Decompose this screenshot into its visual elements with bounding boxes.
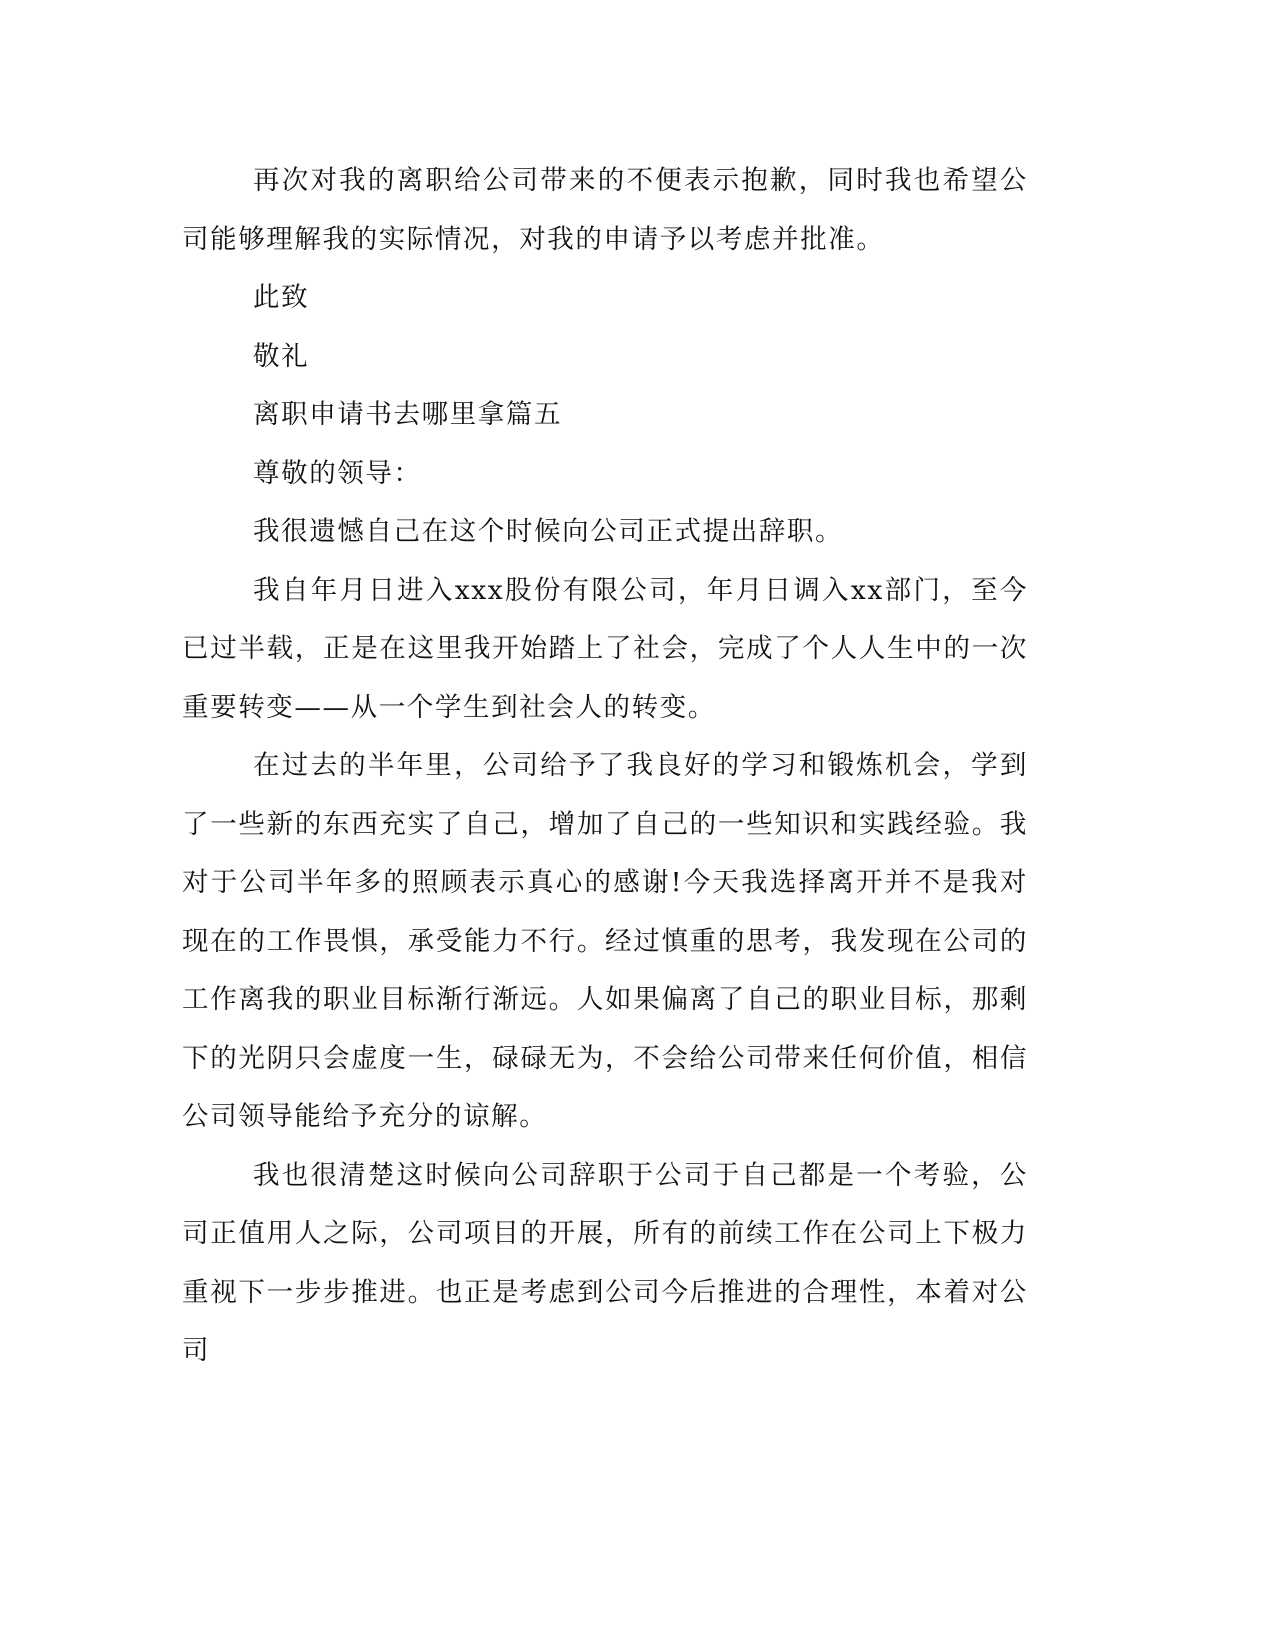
company-situation-paragraph: 我也很清楚这时候向公司辞职于公司于自己都是一个考验，公司正值用人之际，公司项目的开展，所有的前续工作在公司上下极力重视下一步步推进。也正是考虑到公司今后推进的合理性，本着对公司 <box>182 1159 1028 1366</box>
employment-history-paragraph: 我自年月日进入xxx股份有限公司，年月日调入xx部门，至今已过半载，正是在这里我开始踏上了社会，完成了个人人生中的一次重要转变——从一个学生到社会人的转变。 <box>182 574 1028 723</box>
resignation-statement: 我很遗憾自己在这个时候向公司正式提出辞职。 <box>253 516 844 547</box>
gratitude-paragraph: 在过去的半年里，公司给予了我良好的学习和锻炼机会，学到了一些新的东西充实了自己，增加了自己的一些知识和实践经验。我对于公司半年多的照顾表示真心的感谢!今天我选择离开并不是我对现在的工作畏惧，承受能力不行。经过慎重的思考，我发现在公司的工作离我的职业目标渐行渐远。人如果偏离了自己的职业目标，那剩下的光阴只会虚度一生，碌碌无为，不会给公司带来任何价值，相信公司领导能给予充分的谅解。 <box>182 750 1028 1132</box>
section-heading: 离职申请书去哪里拿篇五 <box>253 399 563 430</box>
closing-apology-paragraph: 再次对我的离职给公司带来的不便表示抱歉，同时我也希望公司能够理解我的实际情况，对我的申请予以考虑并批准。 <box>182 165 1028 255</box>
salutation-cizhi: 此致 <box>253 282 310 313</box>
letter-greeting: 尊敬的领导： <box>253 457 422 489</box>
document-body <box>182 152 1028 1381</box>
salutation-jingli: 敬礼 <box>253 340 310 372</box>
